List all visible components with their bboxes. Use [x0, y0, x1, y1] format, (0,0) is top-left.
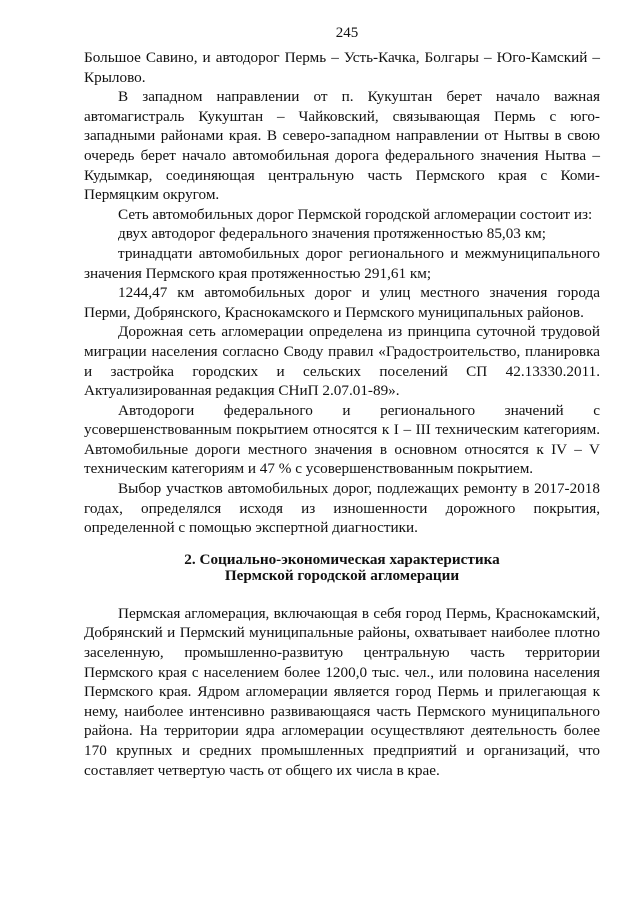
body-text-bottom [84, 604, 600, 780]
paragraph: В западном направлении от п. Кукуштан берет начало важная автомагистраль Кукуштан – Чайковский, связывающая Пермь с юго-западными районами края. В северо-западном направлении от Нытвы в свою очередь берет начало автомобильная дорога федерального значения Нытва – Кудымкар, соединяющая центральную часть Пермского края с Коми-Пермяцким округом. [84, 88, 600, 204]
section-heading-line: Пермской городской агломерации [224, 566, 460, 584]
body-text-top [84, 48, 600, 538]
section-heading [84, 552, 600, 584]
section-heading-line: 2. Социально-экономическая характеристика [184, 550, 500, 568]
paragraph: Выбор участков автомобильных дорог, подлежащих ремонту в 2017-2018 годах, определялся исходя из изношенности дорожного покрытия, определенной с помощью экспертной диагностики. [84, 480, 600, 537]
paragraph: Сеть автомобильных дорог Пермской городской агломерации состоит из: [118, 205, 593, 223]
paragraph: Автодороги федерального и регионального значений с усовершенствованным покрытием относятся к I – III техническим категориям. Автомобильные дороги местного значения в основном относятся к IV – V техническим категориям и 47 % с усовершенствованным покрытием. [84, 401, 600, 478]
list-item: тринадцати автомобильных дорог регионального и межмуниципального значения Пермского края протяженностью 291,61 км; [84, 244, 600, 282]
paragraph: Дорожная сеть агломерации определена из принципа суточной трудовой миграции населения согласно Своду правил «Градостроительство, планировка и застройка городских и сельских поселений СП 42.13330.2011. Актуализированная редакция СНиП 2.07.01-89». [84, 323, 600, 400]
page-number: 245 [335, 25, 359, 41]
paragraph: Большое Савино, и автодорог Пермь – Усть-Качка, Болгары – Юго-Камский – Крылово. [84, 49, 600, 86]
paragraph: Пермская агломерация, включающая в себя город Пермь, Краснокамский, Добрянский и Пермский муниципальные районы, охватывает наиболее плотно заселенную, промышленно-развитую центральную часть территории Пермского края с населением более 1200,0 тыс. чел., или половина населения Пермского края. Ядром агломерации является город Пермь и прилегающая к нему, наиболее интенсивно развивающаяся часть Пермского муниципального района. На территории ядра агломерации осуществляют деятельность более 170 крупных и средних промышленных предприятий и организаций, что составляет четвертую часть от общего их числа в крае. [84, 604, 600, 779]
list-item: 1244,47 км автомобильных дорог и улиц местного значения города Перми, Добрянского, Краснокамского и Пермского муниципальных районов. [84, 284, 600, 321]
list-item: двух автодорог федерального значения протяженностью 85,03 км; [118, 225, 546, 243]
